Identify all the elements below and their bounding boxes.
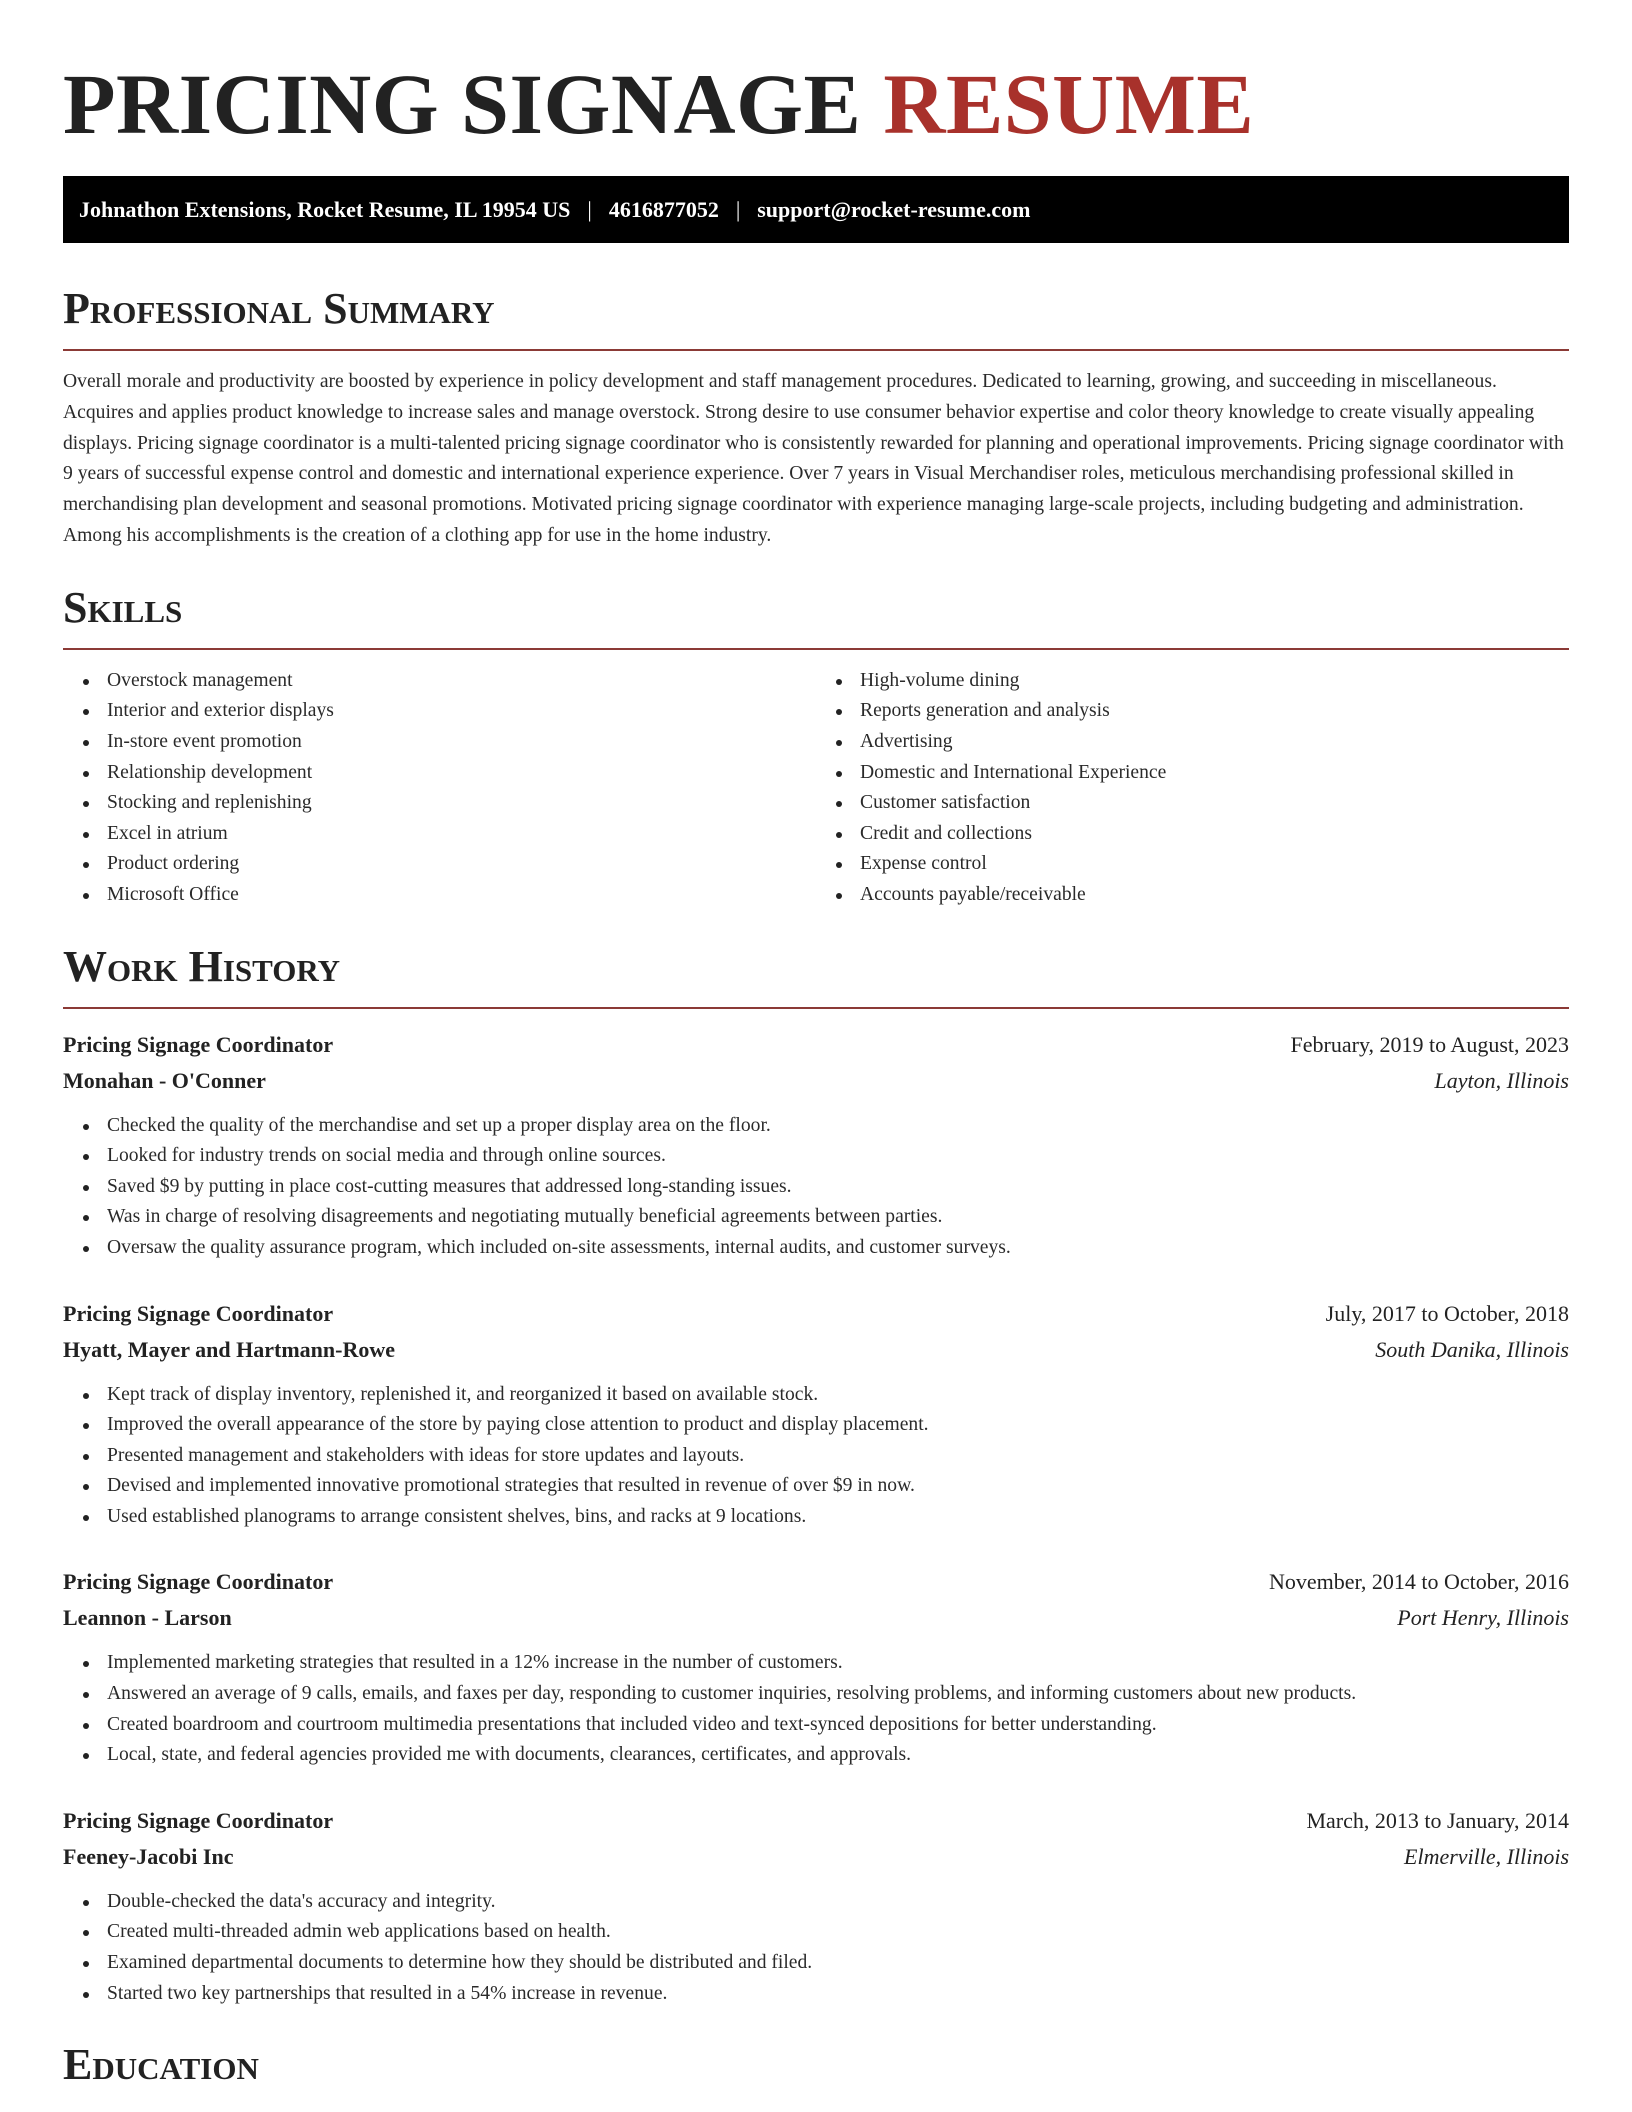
job-company: Hyatt, Mayer and Hartmann-Rowe xyxy=(63,1336,395,1362)
education-section xyxy=(63,2039,1569,2091)
skills-list-left xyxy=(63,666,816,911)
skills-list-right xyxy=(816,666,1569,911)
skill-item: Credit and collections xyxy=(816,819,1569,850)
job-location: Elmerville, Illinois xyxy=(1404,1843,1569,1869)
job-duties xyxy=(63,1111,1569,1264)
duty-item: Saved $9 by putting in place cost-cutting measures that addressed long-standing issues. xyxy=(63,1172,1569,1203)
title-main: PRICING SIGNAGE xyxy=(63,56,884,152)
skill-item: In-store event promotion xyxy=(63,727,816,758)
contact-bar xyxy=(63,176,1569,243)
job-dates: February, 2019 to August, 2023 xyxy=(1290,1031,1569,1057)
work-history-section xyxy=(63,941,1569,2010)
job-role: Pricing Signage Coordinator xyxy=(63,1300,334,1326)
skill-item: Interior and exterior displays xyxy=(63,696,816,727)
duty-item: Oversaw the quality assurance program, which included on-site assessments, internal audits, and customer surveys. xyxy=(63,1233,1569,1264)
skill-item: Excel in atrium xyxy=(63,819,816,850)
duty-item: Implemented marketing strategies that resulted in a 12% increase in the number of customers. xyxy=(63,1648,1569,1679)
duty-item: Answered an average of 9 calls, emails, and faxes per day, responding to customer inquiries, resolving problems, and informing customers about new products. xyxy=(63,1679,1569,1710)
job-entry xyxy=(63,1803,1569,2009)
job-dates: November, 2014 to October, 2016 xyxy=(1268,1569,1569,1595)
skill-item: Customer satisfaction xyxy=(816,788,1569,819)
work-history-heading: Work History xyxy=(63,941,341,991)
job-role: Pricing Signage Coordinator xyxy=(63,1569,334,1595)
job-entry xyxy=(63,1296,1569,1533)
contact-email: support@rocket-resume.com xyxy=(757,196,1031,222)
duty-item: Started two key partnerships that resulted in a 54% increase in revenue. xyxy=(63,1979,1569,2010)
skill-item: Expense control xyxy=(816,849,1569,880)
education-heading: Education xyxy=(63,2040,259,2090)
contact-address: Johnathon Extensions, Rocket Resume, IL 19954 US xyxy=(79,196,571,222)
duty-item: Created multi-threaded admin web applications based on health. xyxy=(63,1917,1569,1948)
skill-item: Product ordering xyxy=(63,849,816,880)
duty-item: Examined departmental documents to determine how they should be distributed and filed. xyxy=(63,1948,1569,1979)
resume-title xyxy=(63,0,1569,152)
duty-item: Improved the overall appearance of the store by paying close attention to product and display placement. xyxy=(63,1410,1569,1441)
job-company: Leannon - Larson xyxy=(63,1605,232,1631)
skill-item: Reports generation and analysis xyxy=(816,696,1569,727)
duty-item: Checked the quality of the merchandise and set up a proper display area on the floor. xyxy=(63,1111,1569,1142)
job-role: Pricing Signage Coordinator xyxy=(63,1031,334,1057)
title-accent: RESUME xyxy=(883,56,1255,152)
skill-item: Domestic and International Experience xyxy=(816,758,1569,789)
contact-separator: | xyxy=(587,196,592,222)
duty-item: Kept track of display inventory, replenished it, and reorganized it based on available stock. xyxy=(63,1380,1569,1411)
job-entry xyxy=(63,1027,1569,1264)
skill-item: Advertising xyxy=(816,727,1569,758)
job-duties xyxy=(63,1380,1569,1533)
contact-phone: 4616877052 xyxy=(608,196,719,222)
skill-item: High-volume dining xyxy=(816,666,1569,697)
job-company: Monahan - O'Conner xyxy=(63,1067,266,1093)
duty-item: Looked for industry trends on social media and through online sources. xyxy=(63,1141,1569,1172)
duty-item: Created boardroom and courtroom multimedia presentations that included video and text-synced depositions for better understanding. xyxy=(63,1710,1569,1741)
skill-item: Microsoft Office xyxy=(63,880,816,911)
job-company: Feeney-Jacobi Inc xyxy=(63,1843,234,1869)
job-duties xyxy=(63,1648,1569,1770)
duty-item: Devised and implemented innovative promotional strategies that resulted in revenue of over $9 in now. xyxy=(63,1471,1569,1502)
job-location: Port Henry, Illinois xyxy=(1397,1605,1569,1631)
duty-item: Local, state, and federal agencies provided me with documents, clearances, certificates, and approvals. xyxy=(63,1740,1569,1771)
job-location: South Danika, Illinois xyxy=(1375,1336,1569,1362)
job-role: Pricing Signage Coordinator xyxy=(63,1807,334,1833)
section-divider xyxy=(63,1007,1569,1009)
job-dates: July, 2017 to October, 2018 xyxy=(1325,1300,1569,1326)
duty-item: Double-checked the data's accuracy and integrity. xyxy=(63,1887,1569,1918)
duty-item: Was in charge of resolving disagreements and negotiating mutually beneficial agreements between parties. xyxy=(63,1202,1569,1233)
summary-section xyxy=(63,283,1569,552)
duty-item: Presented management and stakeholders with ideas for store updates and layouts. xyxy=(63,1441,1569,1472)
skill-item: Stocking and replenishing xyxy=(63,788,816,819)
job-location: Layton, Illinois xyxy=(1434,1067,1569,1093)
skill-item: Accounts payable/receivable xyxy=(816,880,1569,911)
section-divider xyxy=(63,648,1569,650)
job-entry xyxy=(63,1564,1569,1770)
skills-columns xyxy=(63,666,1569,911)
job-dates: March, 2013 to January, 2014 xyxy=(1306,1807,1569,1833)
skill-item: Overstock management xyxy=(63,666,816,697)
skills-section xyxy=(63,582,1569,911)
summary-text: Overall morale and productivity are boosted by experience in policy development and staff management procedures. Dedicated to learning, growing, and succeeding in miscellaneous. Acquires and applies product knowledge to increase sales and manage overstock. Strong desire to use consumer behavior expertise and color theory knowledge to create visually appealing displays. Pricing signage coordinator is a multi-talented pricing signage coordinator who is consistently rewarded for planning and operational improvements. Pricing signage coordinator with 9 years of successful expense control and domestic and international experience experience. Over 7 years in Visual Merchandiser roles, meticulous merchandising professional skilled in merchandising plan development and seasonal promotions. Motivated pricing signage coordinator with experience managing large-scale projects, including budgeting and administration. Among his accomplishments is the creation of a clothing app for use in the home industry. xyxy=(63,371,1564,546)
duty-item: Used established planograms to arrange consistent shelves, bins, and racks at 9 locations. xyxy=(63,1502,1569,1533)
skill-item: Relationship development xyxy=(63,758,816,789)
contact-separator: | xyxy=(735,196,741,222)
job-duties xyxy=(63,1887,1569,2009)
skills-heading: Skills xyxy=(63,582,183,632)
summary-heading: Professional Summary xyxy=(63,284,495,333)
section-divider xyxy=(63,349,1569,351)
